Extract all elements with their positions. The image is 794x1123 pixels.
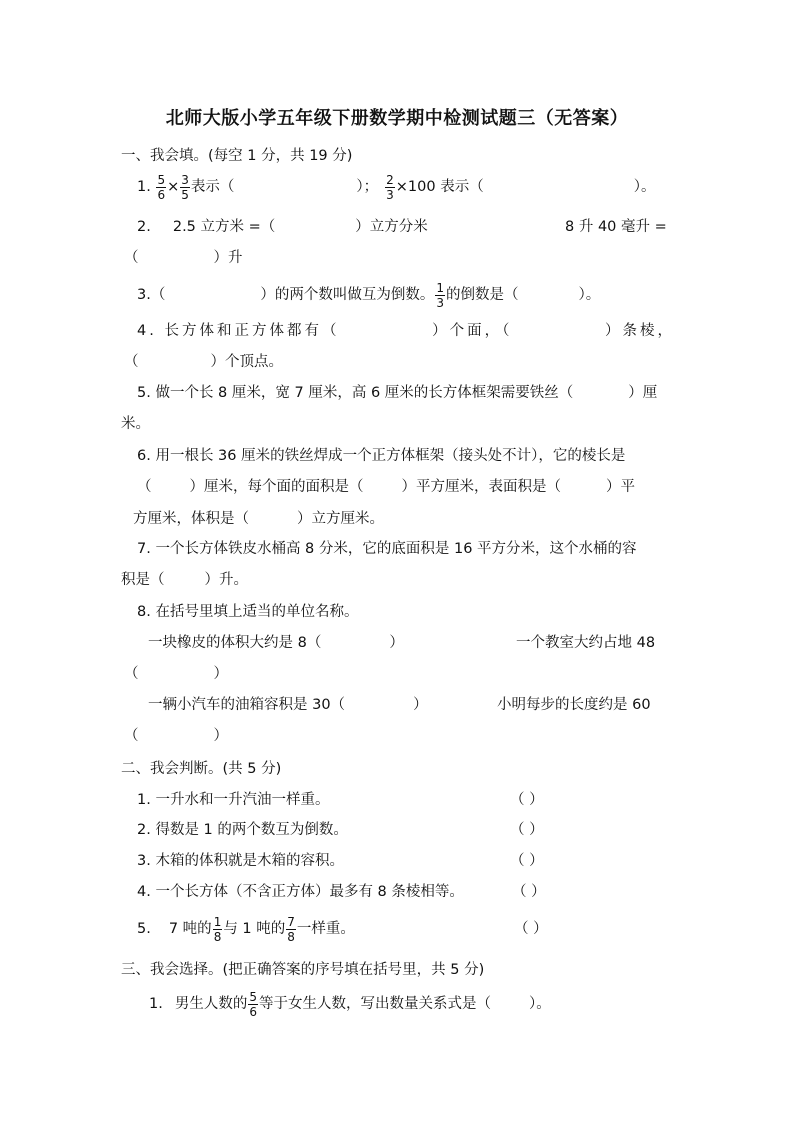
judge-paren-2: （ ）	[510, 822, 544, 838]
question-1-3	[137, 281, 600, 309]
text: 的倒数是（	[445, 287, 519, 303]
text: 7 吨的	[168, 921, 212, 937]
text: ）平方厘米，表面积是（	[401, 479, 561, 495]
text: ）立方分米	[355, 219, 428, 235]
text: ）立方厘米。	[297, 511, 384, 527]
text: （	[124, 250, 139, 266]
text: 2.5 立方米 =（	[172, 219, 276, 235]
section-3-heading: 三、我会选择。(把正确答案的序号填在括号里，共 5 分)	[121, 962, 485, 978]
question-1-4	[137, 321, 675, 341]
fraction: $\frac{7}{8}$	[287, 914, 295, 944]
question-1-8c	[124, 664, 228, 684]
question-1-8d	[148, 695, 428, 715]
judge-paren-5: （ ）	[514, 921, 548, 937]
fraction: $\frac{5}{6}$	[157, 172, 166, 202]
question-1-8a	[148, 633, 404, 653]
question-1-8: 8. 在括号里填上适当的单位名称。	[137, 604, 359, 620]
question-1-6c	[133, 509, 384, 529]
judge-paren-3: （ ）	[510, 853, 544, 869]
fraction: $\frac{1}{8}$	[213, 914, 222, 944]
q-number: 1.	[137, 179, 151, 195]
question-1-2c	[124, 248, 243, 268]
text: 一辆小汽车的油箱容积是 30（	[148, 697, 346, 713]
text: ）个顶点。	[210, 354, 283, 370]
text: 方厘米，体积是（	[133, 511, 249, 527]
fraction: $\frac{1}{3}$	[436, 280, 444, 310]
judge-item-4: 4. 一个长方体（不含正方体）最多有 8 条棱相等。	[137, 884, 464, 900]
text: （	[124, 666, 139, 682]
q-number: 1.	[149, 996, 163, 1012]
fraction: $\frac{5}{6}$	[249, 989, 257, 1019]
text: ）条棱，	[604, 323, 675, 339]
section-2-heading: 二、我会判断。(共 5 分)	[121, 761, 282, 777]
question-1-7b	[121, 570, 248, 590]
judge-paren-1: （ ）	[510, 792, 544, 808]
question-1-4b	[124, 352, 283, 372]
text: （	[124, 728, 139, 744]
section-1-heading: 一、我会填。(每空 1 分，共 19 分)	[121, 148, 353, 164]
question-1-1	[137, 173, 655, 201]
text: 一块橡皮的体积大约是 8（	[148, 635, 322, 651]
question-1-6b	[137, 477, 635, 497]
question-1-2b: 8 升 40 毫升 =	[565, 219, 667, 235]
text: 5. 做一个长 8 厘米，宽 7 厘米，高 6 厘米的长方体框架需要铁丝（	[137, 385, 574, 401]
text: ）。	[578, 287, 601, 303]
text: ）平	[606, 479, 635, 495]
text: 与 1 吨的	[223, 921, 286, 937]
text: ）厘米，每个面的面积是（	[189, 479, 364, 495]
text: 一样重。	[296, 921, 355, 937]
text: 男生人数的	[174, 996, 248, 1012]
text: ）的两个数叫做互为倒数。	[260, 287, 435, 303]
question-1-8e: 小明每步的长度约是 60	[497, 697, 651, 713]
judge-item-3: 3. 木箱的体积就是木箱的容积。	[137, 853, 344, 869]
times-sign: ×	[167, 179, 180, 195]
question-1-5	[137, 383, 657, 403]
text: ）。	[633, 179, 656, 195]
text: ×100 表示（	[395, 179, 484, 195]
fraction: $\frac{2}{3}$	[386, 172, 394, 202]
fraction: $\frac{3}{5}$	[181, 172, 189, 202]
judge-paren-4: （ ）	[512, 884, 546, 900]
text: ）	[213, 666, 228, 682]
choice-item-1	[149, 990, 551, 1018]
question-1-6: 6. 用一根长 36 厘米的铁丝焊成一个正方体框架（接头处不计），它的棱长是	[137, 448, 626, 464]
q-number: 2.	[137, 219, 151, 235]
text: ）；	[356, 179, 379, 195]
text: ）	[213, 728, 228, 744]
text: 等于女生人数，写出数量关系式是（	[258, 996, 491, 1012]
question-1-8b: 一个教室大约占地 48	[516, 635, 656, 651]
text: 4. 长方体和正方体都有（	[137, 323, 340, 339]
question-1-2	[137, 217, 428, 237]
text: ）	[413, 697, 428, 713]
text: ）	[389, 635, 404, 651]
text: ）升。	[204, 572, 248, 588]
q-number: 5.	[137, 921, 151, 937]
text: ）个面，（	[432, 323, 513, 339]
question-1-8f	[124, 726, 228, 746]
text: ）厘	[628, 385, 658, 401]
question-1-5b: 米。	[121, 416, 150, 432]
judge-item-1: 1. 一升水和一升汽油一样重。	[137, 792, 330, 808]
text: 积是（	[121, 572, 165, 588]
q-number: 3.（	[137, 287, 166, 303]
judge-item-5	[137, 915, 355, 943]
text: ）。	[528, 996, 551, 1012]
text: （	[137, 479, 152, 495]
text: （	[124, 354, 139, 370]
judge-item-2: 2. 得数是 1 的两个数互为倒数。	[137, 822, 348, 838]
text: 表示（	[190, 179, 235, 195]
question-1-7: 7. 一个长方体铁皮水桶高 8 分米，它的底面积是 16 平方分米，这个水桶的容	[137, 541, 637, 557]
text: ）升	[213, 250, 243, 266]
page-title: 北师大版小学五年级下册数学期中检测试题三（无答案）	[165, 108, 629, 129]
